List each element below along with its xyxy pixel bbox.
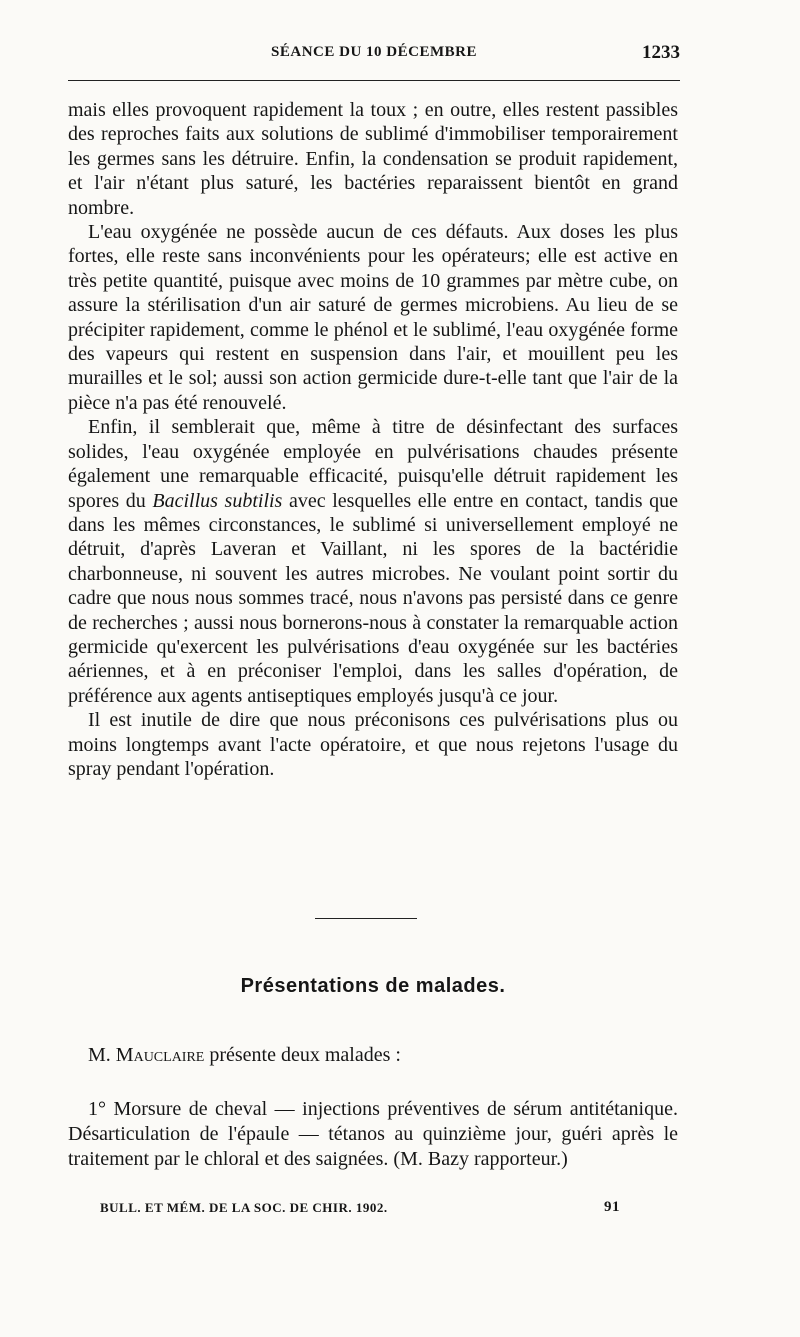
journal-reference: BULL. ET MÉM. DE LA SOC. DE CHIR. 1902. [100, 1200, 388, 1215]
species-name: Bacillus subtilis [152, 489, 283, 512]
paragraph-enfin [68, 415, 678, 708]
section-heading: Présentations de malades. [240, 975, 506, 997]
body-text [68, 98, 678, 781]
paragraph-conclusion: Il est inutile de dire que nous préconisons ces pulvérisations plus ou moins longtemps avant l'acte opératoire, et que nous rejetons l'usage du spray pendant l'opération. [68, 709, 678, 780]
paragraph-enfin-end: avec lesquelles elle entre en contact, tandis que dans les mêmes circonstances, le sublimé si universellement employé ne détruit, d'après Laveran et Vaillant, ni les spores de la bactéridie charbonneuse, ni souvent les autres microbes. Ne voulant point sortir du cadre que nous nous sommes tracé, nous n'avons pas persisté dans ce genre de recherches ; aussi nous bornerons-nous à constater la remarquable action germicide qu'exercent les pulvérisations d'eau oxygénée sur les bactéries aériennes, et à en préconiser l'emploi, dans les salles d'opération, de préférence aux agents antiseptiques employés jusqu'à ce jour. [68, 489, 679, 707]
presenter-line [88, 1044, 678, 1067]
signature-number: 91 [604, 1199, 620, 1215]
presenter-text: présente deux malades : [209, 1044, 401, 1066]
case-description [68, 1097, 678, 1171]
paragraph-eau-oxygenee: L'eau oxygénée ne possède aucun de ces défauts. Aux doses les plus fortes, elle reste sans inconvénients pour les opérateurs; elle est active en très petite quantité, puisque avec moins de 10 grammes par mètre cube, on assure la stérilisation d'un air saturé de germes microbiens. Au lieu de se précipiter rapidement, comme le phénol et le sublimé, l'eau oxygénée forme des vapeurs qui restent en suspension dans l'air, et mouillent peu les murailles et le sol; aussi son action germicide dure-t-elle tant que l'air de la pièce n'a pas été renouvelé. [68, 221, 678, 414]
presenter-prefix: M. [88, 1044, 111, 1066]
header-rule [68, 80, 680, 81]
paragraph-continuation: mais elles provoquent rapidement la toux ; en outre, elles restent passibles des reproches faits aux solutions de sublimé d'immobiliser temporairement les germes sans les détruire. Enfin, la condensation se produit rapidement, et l'air n'étant plus saturé, les bactéries reparaissent bientôt en grand nombre. [68, 99, 678, 219]
running-title: SÉANCE DU 10 DÉCEMBRE [271, 44, 477, 60]
paragraph-enfin-start: Enfin, il semblerait que, même à titre de désinfectant des surfaces solides, l'eau oxygénée employée en pulvérisations chaudes présente également une remarquable efficacité, puisqu'elle détruit rapidement les spores du [68, 416, 678, 512]
presenter-name: Mauclaire [115, 1044, 205, 1066]
page-number: 1233 [642, 42, 680, 63]
section-separator [315, 918, 417, 919]
page-footer [100, 1200, 620, 1222]
page-header [68, 44, 680, 72]
case-1: 1° Morsure de cheval — injections préventives de sérum antitétanique. Désarticulation de l'épaule — tétanos au quinzième jour, guéri après le traitement par le chloral et des saignées. (M. Bazy rapporteur.) [68, 1098, 678, 1170]
